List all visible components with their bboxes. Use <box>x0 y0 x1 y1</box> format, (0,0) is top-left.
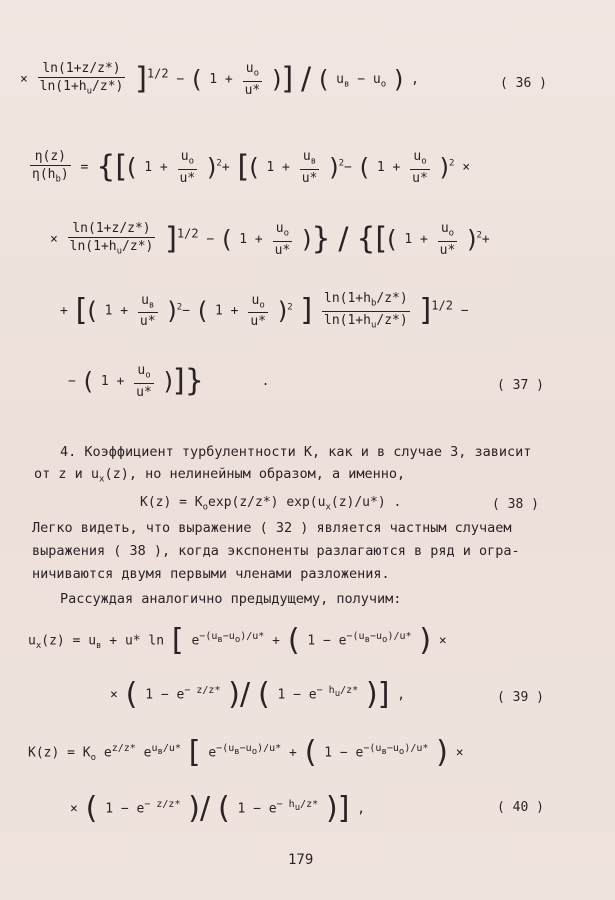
equation-39-line-2: × ( $1 - e^{- z/z*}$ )/ ( $1 - e^{- h_u/z*}$ )] , <box>110 677 406 712</box>
equation-40-line-2: × ( $1 - e^{- z/z*}$ )/ ( $1 - e^{- h_u/z*}$ )] , <box>70 791 366 826</box>
page-number: 179 <box>288 852 314 868</box>
paragraph-1-line-2: от z и $u_x(z)$, но нелинейным образом, а именно, <box>34 466 406 485</box>
paragraph-2-line-1: Легко видеть, что выражение ( 32 ) является частным случаем <box>32 520 512 536</box>
paragraph-2-line-3: ничиваются двумя первыми членами разложения. <box>32 566 390 582</box>
equation-36-number: ( 36 ) <box>500 76 547 91</box>
equation-36: × $\frac{\ln(1+z/z*)}{\ln(1+h_u/z*)}$ ]$^{1/2}$ − ( 1 + $\frac{u_o}{u*}$ )] / ( $u_в - u_o$ ) , <box>20 61 419 98</box>
equation-37-number: ( 37 ) <box>497 378 544 393</box>
equation-38: $K(z) = K_o\exp(z/z*)$ $\exp(u_x(z)/u*)$ . <box>140 495 402 513</box>
equation-39-line-1: $u_x(z) = u_в + u*$ ln [ $e^{-(u_в-u_o)/u*}$ + ( $1 - e^{-(u_в-u_o)/u*}$ ) × <box>28 623 447 658</box>
equation-39-number: ( 39 ) <box>497 690 544 705</box>
equation-37-line-2: × $\frac{\ln(1+z/z*)}{\ln(1+h_u/z*)}$ ]$^{1/2}$ − ( 1 + $\frac{u_o}{u*}$ )} / {[( 1 + $\frac{u_o}{u*}$ )$^2$+ <box>50 221 490 258</box>
equation-37-line-3: + [( 1 + $\frac{u_в}{u*}$ )$^2$− ( 1 + $\frac{u_o}{u*}$ )$^2$ ] $\frac{\ln(1+h_b/z*)}{\ln(1+h_u/z*)}$ ]$^{1/2}$ − <box>60 291 469 331</box>
paragraph-2-line-2: выражения ( 38 ), когда экспоненты разлагаются в ряд и огра- <box>32 543 520 559</box>
paragraph-3: Рассуждая аналогично предыдущему, получим: <box>60 591 402 607</box>
equation-40-line-1: $K(z) = K_o$ $e^{z/z*}$ $e^{u_в/u*}$ [ $e^{-(u_в-u_o)/u*}$ + ( $1 - e^{-(u_в-u_o)/u*}$ ) × <box>28 735 464 770</box>
paragraph-1-line-1: 4. Коэффициент турбулентности К, как и в случае 3, зависит <box>60 444 532 460</box>
equation-37-line-4: − ( 1 + $\frac{u_o}{u*}$ )]} . <box>68 363 270 400</box>
equation-40-number: ( 40 ) <box>497 800 544 815</box>
equation-38-number: ( 38 ) <box>492 497 539 512</box>
equation-37-line-1: $\frac{\eta(z)}{\eta(h_b)}$ = {[( 1 + $\frac{u_o}{u*}$ )$^2$+ [( 1 + $\frac{u_в}{u*}$ )$^2$− ( 1 + $\frac{u_o}{u*}$ )$^2$ × <box>32 149 471 186</box>
